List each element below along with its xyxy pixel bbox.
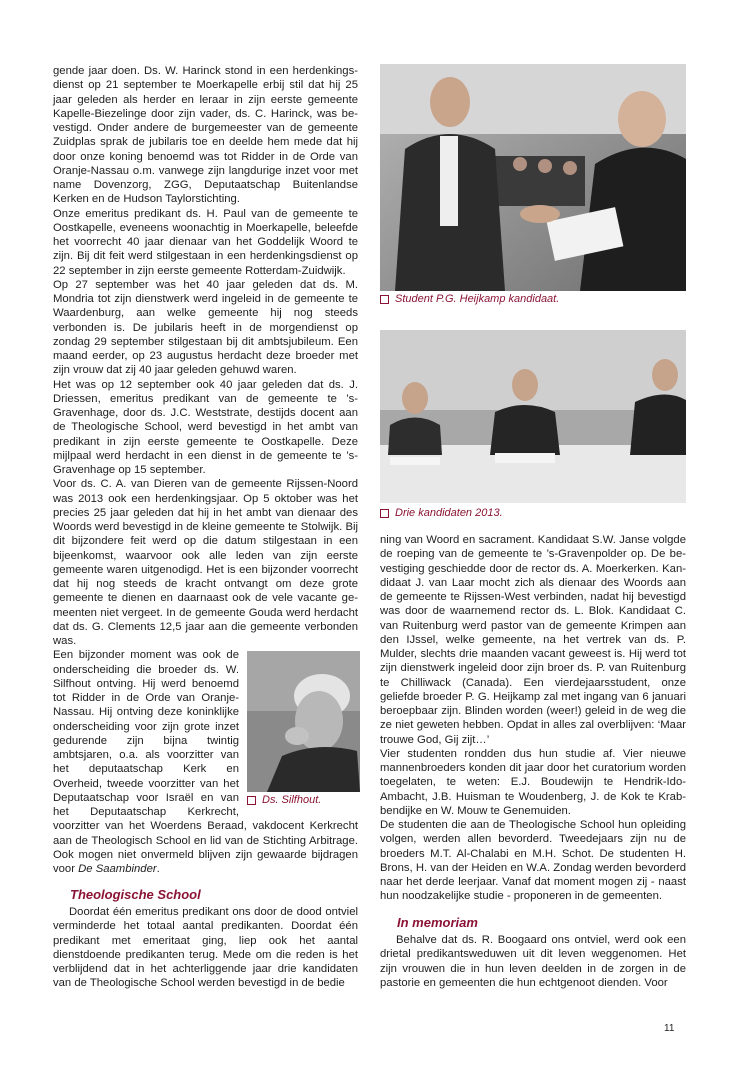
saambinder-tail: . — [156, 863, 160, 875]
paragraph-harinck: gende jaar doen. Ds. W. Harinck stond in een herdenkingsdienst op 21 september te Moerkapelle erbij stil dat hij 25 jaar geleden als herder en leraar in zijn eerste gemeente Kapelle-Biezelinge door zijn vader, ds. C. Harinck, was bevestigd. Onder andere de burgemeester van de gemeente Zuidplas sprak de jubilaris toe en deelde hem mede dat hij door onze koning benoemd was tot Ridder in de Orde van Oranje-Nassau o.m. vanwege zijn langdurige inzet voor met name Dovenzorg, ZGG, Deputaatschap Buitenlandse Kerken en de Hudson Taylorstichting. — [53, 65, 358, 206]
paragraph-paul: Onze emeritus predikant ds. H. Paul van de gemeente te Oostkapelle, eveneens woonachtig in Moerkapelle, beleefde het voorrecht 40 jaar dienaar van het Goddelijk Woord te zijn. Bij dit feit werd stilgestaan in een herdenkingsdienst op 22 september in zijn eerste gemeente Rotterdam-Zuidwijk. — [53, 207, 358, 277]
right-column-text — [380, 533, 686, 904]
caption-photo-3 — [247, 794, 321, 806]
paragraph-theo-left: Doordat één emeritus predikant ons door de dood ontviel verminderde het totaal aantal predikanten. Doordat één predikant met emeritaat ging, liep ook het aantal dienstdoende predikanten terug. Mede om die reden is het verblijdend dat in het achterliggende jaar drie kandidaten van de Theologische School werden bevestigd in de bedie — [53, 906, 358, 990]
caption-photo-1 — [380, 293, 559, 305]
heading-in-memoriam: In memoriam — [397, 915, 478, 930]
photo-three-candidates — [380, 330, 686, 503]
photo-heijkamp-handshake — [380, 64, 686, 291]
paragraph-mondria: Op 27 september was het 40 jaar geleden dat ds. M. Mondria tot zijn dienstwerk werd ingeleid in de gemeente te Waardenburg, aan welke gemeente hij nog steeds verbonden is. De jubilaris heeft in de morgendienst op zondag 29 september stilgestaan bij dit ambtsjubileum. Een maand eerder, op 23 augustus herdacht deze broeder met zijn vrouw dat zij 40 jaar geleden gehuwd waren. — [53, 278, 358, 377]
paragraph-van-dieren: Voor ds. C. A. van Dieren van de gemeente Rijssen-Noord was 2013 ook een herdenkingsjaar. Op 5 oktober was het precies 25 jaar geleden dat hij in het ambt van dienaar des Woords werd bevestigd in de kleine gemeente te Stolwijk. Bij dit bijzondere feit werd op die datum stilgestaan in een bijeenkomst, waarvoor ook alle leden van zijn eerste gemeente waren uitgenodigd. Het is een bijzonder voorrecht dat hij nog steeds de kracht ontvangt om deze grote gemeente te dienen en daarnaast ook de vele vacante gemeenten niet vergeet. In de gemeente Gouda werd herdacht dat ds. G. Clements 12,5 jaar aan die gemeente verbonden was. — [53, 478, 358, 647]
caption-square-icon — [380, 295, 389, 304]
silfhout-text: Een bijzonder moment was ook de onderscheiding die broeder ds. W. Silfhout ontving. Hij werd benoemd tot Ridder in de Orde van Oranje-Nassau. Hij ontving deze koninklijke onderscheiding voor zijn grote inzet gedurende zijn bijna twintig ambtsjaren, o.a. als voorzitter van het deputaatschap Kerk en Overheid, tweede voorzitter van het Deputaatschap voor Israël en van het Deputaatschap Kerkrecht, voorzitter van het Woerdens Beraad, vakdocent Kerkrecht aan de Theologisch School en lid van de Stichting Arbitrage. Ook mogen niet onvermeld blijven zijn gewaarde bijdragen voor — [53, 649, 358, 875]
photo-silfhout-image — [247, 651, 360, 792]
caption-photo-2 — [380, 507, 503, 519]
page-number: 11 — [664, 1023, 675, 1034]
caption-photo-3-text: Ds. Silfhout. — [262, 794, 322, 806]
photo-silfhout-portrait — [247, 651, 360, 792]
paragraph-driessen: Het was op 12 september ook 40 jaar geleden dat ds. J. Driessen, emeritus predikant van de gemeente te ’s-Gravenhage, door ds. J.C. Weststrate, destijds docent aan de Theologische School, werd bevestigd in het ambt van predikant in zijn eerste gemeente te Oostkapelle. Deze mijlpaal werd herdacht in een dienst in de gemeente te ’s-Gravenhage op 15 september. — [53, 378, 358, 476]
saambinder-title: De Saambinder — [78, 863, 157, 875]
paragraph-students-new: Vier studenten rondden dus hun studie af. Vier nieuwe mannenbroeders konden dit jaar door het curatorium worden toegelaten, te weten: E.J. Boudewijn te Hendrik-Ido-Ambacht, J.B. Huisman te Woudenberg, J. de Kok te Krabbendijke en W. Mouw te Genemuiden. — [380, 747, 686, 817]
caption-photo-2-text: Drie kandidaten 2013. — [395, 507, 503, 519]
caption-photo-1-text: Student P.G. Heijkamp kandidaat. — [395, 293, 560, 305]
photo-heijkamp-image — [380, 64, 686, 291]
caption-square-icon — [380, 509, 389, 518]
paragraph-students-promoted: De studenten die aan de Theologische School hun opleiding volgen, werden allen bevorderd. Tweedejaars zijn nu de broeders M.T. Al-Chalabi en M.H. Schot. De studenten H. Brons, H. van der Heiden en W.A. Zondag werden bevorderd naar het derde leerjaar. Vanaf dat moment mogen zij - naast hun noodzakelijke studie - proponeren in de gemeenten. — [380, 819, 686, 903]
heading-theologische-school: Theologische School — [70, 887, 201, 902]
theologische-school-text — [53, 905, 358, 991]
photo-candidates-image — [380, 330, 686, 503]
paragraph-memoriam: Behalve dat ds. R. Boogaard ons ontviel, werd ook een drietal predikantsweduwen uit dit leven weggenomen. Het zijn vrouwen die in hun leven deelden in de zorgen in de pastorie en gemeenten die hun echtgenoot dienden. Voor — [380, 934, 686, 989]
paragraph-candidates: ning van Woord en sacrament. Kandidaat S.W. Janse volgde de roeping van de gemeente te ’s-Gravenpolder op. De bevestiging geschiedde door de rector ds. A. Moerkerken. Kandidaat J. van Laar mocht zich als dienaar des Woords aan de gemeente te Rijssen-West verbinden, nadat hij bevestigd was door de waarnemend rector ds. L. Blok. Kandidaat C. van Ruitenburg werd pastor van de gemeente Krimpen aan den IJssel, welke gemeente, na het vertrek van ds. P. Mulder, slechts drie maanden vacant geweest is. Hij werd tot zijn dienstwerk ingeleid door zijn broer ds. P. van Ruitenburg te Chilliwack (Canada). Een vierdejaarsstudent, onze geliefde broeder P. G. Heijkamp zal met ingang van 6 januari beroepbaar zijn. Blinden worden (weer!) geleid in de weg die ze niet geweten hebben. Opdat in alles zal overblijven: ‘Maar trouwe God, Gij zijt…’ — [380, 534, 686, 746]
caption-square-icon — [247, 796, 256, 805]
in-memoriam-text — [380, 933, 686, 990]
